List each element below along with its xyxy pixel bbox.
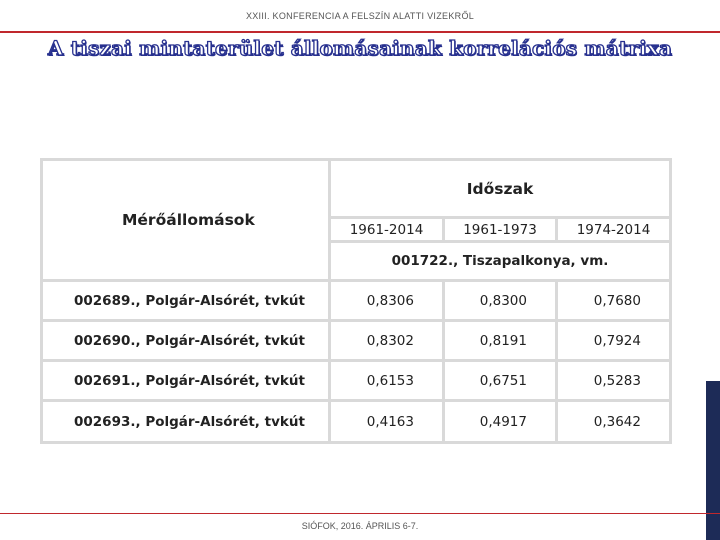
value-cell	[445, 322, 555, 359]
period-header: Időszak	[466, 179, 534, 198]
station-name: 002693., Polgár-Alsórét, tvkút	[74, 413, 305, 430]
slide-title: A tiszai mintaterület állomásainak korrelációs mátrixa	[47, 36, 673, 60]
correlation-value: 0,3642	[593, 413, 641, 430]
period-header-cell	[331, 161, 669, 216]
correlation-value: 0,6751	[479, 372, 527, 389]
station-name: 002690., Polgár-Alsórét, tvkút	[74, 332, 305, 349]
station-cell	[43, 402, 328, 441]
period-col-2	[445, 219, 555, 240]
station-cell	[43, 282, 328, 319]
correlation-value: 0,4163	[366, 413, 414, 430]
correlation-value: 0,8306	[366, 292, 414, 309]
value-cell	[445, 402, 555, 441]
value-cell	[331, 362, 442, 399]
side-accent-bar	[706, 381, 720, 540]
correlation-value: 0,6153	[366, 372, 414, 389]
value-cell	[331, 322, 442, 359]
bottom-divider	[0, 513, 720, 514]
value-cell	[558, 322, 669, 359]
station-cell	[43, 362, 328, 399]
period-col-3	[558, 219, 669, 240]
value-cell	[445, 282, 555, 319]
reference-station-cell	[331, 243, 669, 279]
period-label: 1974-2014	[576, 221, 651, 238]
correlation-value: 0,8300	[479, 292, 527, 309]
reference-station: 001722., Tiszapalkonya, vm.	[391, 253, 609, 269]
value-cell	[558, 282, 669, 319]
correlation-value: 0,8302	[366, 332, 414, 349]
correlation-value: 0,4917	[479, 413, 527, 430]
station-name: 002689., Polgár-Alsórét, tvkút	[74, 292, 305, 309]
correlation-value: 0,5283	[593, 372, 641, 389]
value-cell	[445, 362, 555, 399]
footer-location-date: SIÓFOK, 2016. ÁPRILIS 6-7.	[301, 521, 419, 531]
correlation-value: 0,7924	[593, 332, 641, 349]
value-cell	[331, 282, 442, 319]
value-cell	[558, 362, 669, 399]
station-cell	[43, 322, 328, 359]
value-cell	[558, 402, 669, 441]
station-header-cell	[43, 161, 328, 279]
top-divider	[0, 31, 720, 33]
value-cell	[331, 402, 442, 441]
period-label: 1961-1973	[463, 221, 537, 238]
period-col-1	[331, 219, 442, 240]
correlation-table	[40, 158, 672, 444]
station-header: Mérőállomások	[122, 211, 255, 229]
conference-header: XXIII. KONFERENCIA A FELSZÍN ALATTI VIZEKRŐL	[245, 11, 475, 21]
period-label: 1961-2014	[349, 221, 424, 238]
station-name: 002691., Polgár-Alsórét, tvkút	[74, 372, 305, 389]
correlation-value: 0,7680	[593, 292, 641, 309]
correlation-value: 0,8191	[479, 332, 527, 349]
